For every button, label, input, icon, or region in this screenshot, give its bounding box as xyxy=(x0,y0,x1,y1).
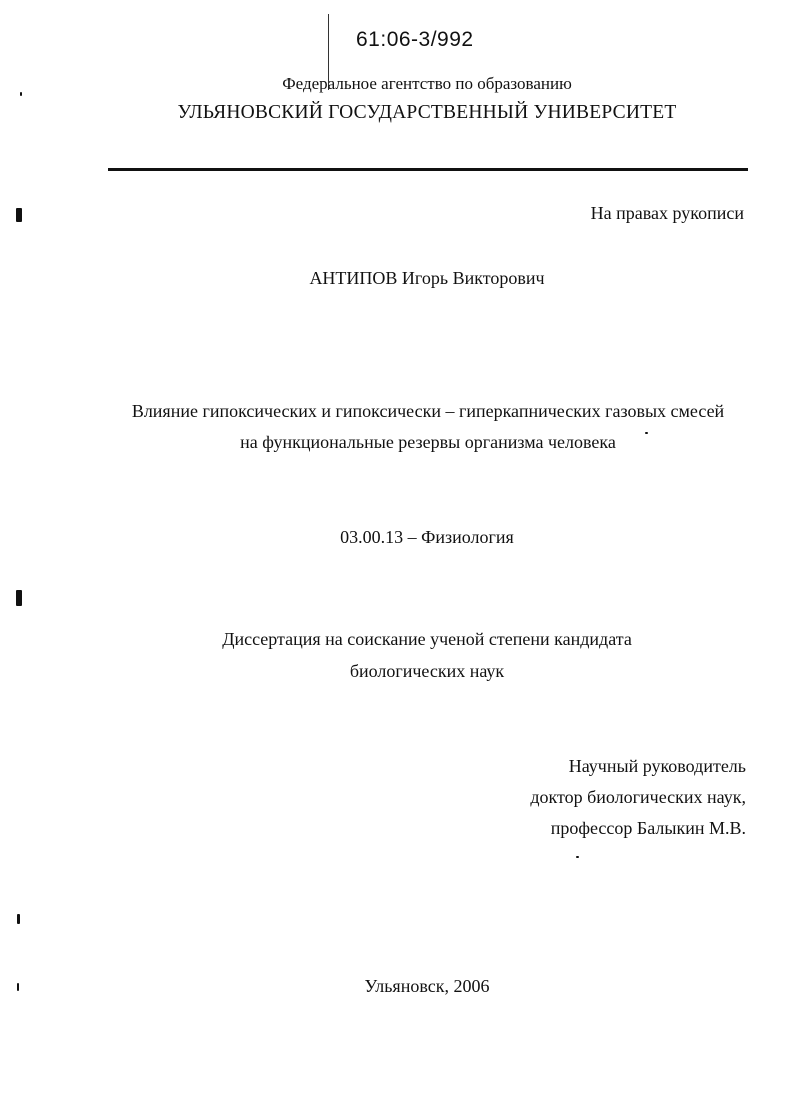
scan-mark xyxy=(20,92,22,96)
city-and-year: Ульяновск, 2006 xyxy=(364,976,490,996)
specialty-code: 03.00.13 – Физиология xyxy=(340,527,514,547)
manuscript-rights-note: На правах рукописи xyxy=(590,203,744,223)
scan-mark xyxy=(17,914,20,924)
university-name: УЛЬЯНОВСКИЙ ГОСУДАРСТВЕННЫЙ УНИВЕРСИТЕТ xyxy=(177,102,677,123)
supervisor-line-1: Научный руководитель xyxy=(568,756,746,776)
scan-mark xyxy=(576,856,579,858)
supervisor-line-3: профессор Балыкин М.В. xyxy=(550,818,746,838)
degree-statement-line-1: Диссертация на соискание ученой степени кандидата xyxy=(222,629,632,649)
dissertation-title-line-2: на функциональные резервы организма человека xyxy=(240,432,616,452)
dissertation-title-line-1: Влияние гипоксических и гипоксически – гиперкапнических газовых смесей xyxy=(131,401,725,421)
degree-statement-line-2: биологических наук xyxy=(349,661,505,681)
scientific-supervisor xyxy=(530,751,746,844)
supervisor-line-2: доктор биологических наук, xyxy=(530,787,746,807)
library-stamp-code: 61:06-3/992 xyxy=(356,28,474,51)
scan-mark xyxy=(17,983,19,991)
dissertation-title xyxy=(0,396,796,458)
agency-name: Федеральное агентство по образованию xyxy=(282,74,572,93)
degree-statement xyxy=(0,623,796,687)
header-rule xyxy=(108,168,748,171)
scan-mark xyxy=(16,208,22,222)
scan-mark xyxy=(645,432,648,434)
author-name: АНТИПОВ Игорь Викторович xyxy=(309,268,545,288)
scan-mark xyxy=(16,590,22,606)
